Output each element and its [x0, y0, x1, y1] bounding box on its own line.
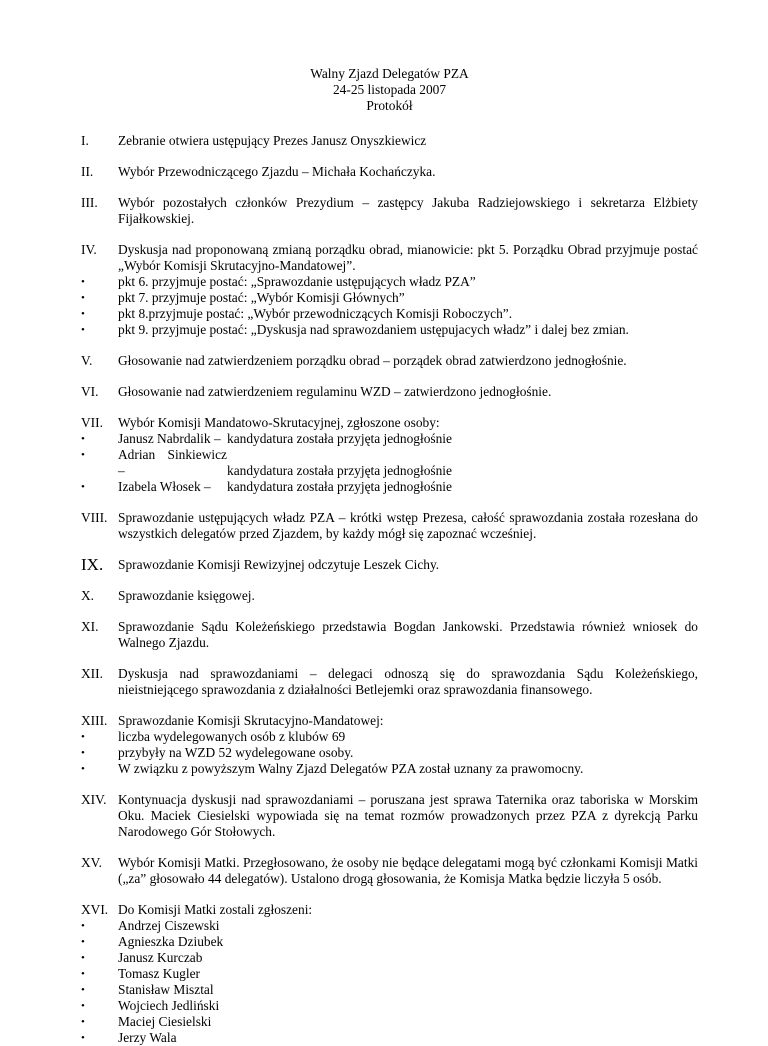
- list-item: • liczba wydelegowanych osób z klubów 69: [81, 729, 698, 745]
- item-number: VII.: [81, 415, 103, 430]
- item-number: X.: [81, 588, 95, 603]
- document-type: Protokół: [366, 98, 413, 113]
- item-8: [81, 510, 698, 542]
- candidate-result: kandydatura została przyjęta jednogłośnie: [227, 479, 452, 494]
- list-item: • Wojciech Jedliński: [81, 998, 698, 1014]
- item-text: Dyskusja nad proponowaną zmianą porządku obrad, mianowicie: pkt 5. Porządku Obrad przyjmuje postać „Wybór Komisji Skrutacyjno-Mandatowej”.: [118, 242, 698, 273]
- item-9: [81, 557, 698, 573]
- item-text: Wybór Komisji Matki. Przegłosowano, że osoby nie będące delegatami mogą być członkami Komisji Matki („za” głosowało 44 delegatów). Ustalono drogą głosowania, że Komisja Matka będzie liczyła 5 osób.: [118, 855, 698, 886]
- item-number: II.: [81, 164, 94, 179]
- item-13: [81, 713, 698, 777]
- item-15: [81, 855, 698, 887]
- item-text: Do Komisji Matki zostali zgłoszeni:: [118, 902, 313, 917]
- agenda-changes-list: [81, 274, 698, 338]
- item-text: Wybór Komisji Mandatowo-Skrutacyjnej, zgłoszone osoby:: [118, 415, 440, 430]
- item-16: [81, 902, 698, 1046]
- item-text: Głosowanie nad zatwierdzeniem porządku obrad – porządek obrad zatwierdzono jednogłośnie.: [118, 353, 627, 368]
- item-text: Sprawozdanie Komisji Rewizyjnej odczytuje Leszek Cichy.: [118, 557, 440, 572]
- list-item: • Stanisław Misztal: [81, 982, 698, 998]
- item-number: XI.: [81, 619, 99, 634]
- item-text: Głosowanie nad zatwierdzeniem regulaminu WZD – zatwierdzono jednogłośnie.: [118, 384, 552, 399]
- candidate-result: kandydatura została przyjęta jednogłośnie: [227, 431, 452, 446]
- list-item: • Tomasz Kugler: [81, 966, 698, 982]
- item-7: [81, 415, 698, 495]
- meeting-dates: 24-25 listopada 2007: [332, 82, 447, 97]
- candidate-name: Izabela Włosek –: [118, 479, 211, 494]
- item-number: IX.: [81, 555, 104, 574]
- candidate-name: Janusz Nabrdalik –: [118, 431, 221, 446]
- item-number: XVI.: [81, 902, 109, 917]
- item-text: Sprawozdanie księgowej.: [118, 588, 255, 603]
- list-item: • pkt 8.przyjmuje postać: „Wybór przewodniczących Komisji Roboczych”.: [81, 306, 698, 322]
- item-2: [81, 164, 698, 180]
- list-item: • pkt 7. przyjmuje postać: „Wybór Komisji Głównych”: [81, 290, 698, 306]
- candidate-name: Adrian Sinkiewicz –: [118, 447, 227, 478]
- list-item: • przybyły na WZD 52 wydelegowane osoby.: [81, 745, 698, 761]
- candidates-list: [81, 431, 698, 495]
- list-item: • Jerzy Wala: [81, 1030, 698, 1046]
- list-item: • pkt 6. przyjmuje postać: „Sprawozdanie ustępujących władz PZA”: [81, 274, 698, 290]
- item-text: Zebranie otwiera ustępujący Prezes Janusz Onyszkiewicz: [118, 133, 427, 148]
- item-3: [81, 195, 698, 227]
- mandate-report-list: [81, 729, 698, 777]
- meeting-title: Walny Zjazd Delegatów PZA: [310, 66, 469, 81]
- commission-nominees-list: [81, 918, 698, 1046]
- list-item: • pkt 9. przyjmuje postać: „Dyskusja nad sprawozdaniem ustępujacych władz” i dalej bez zmian.: [81, 322, 698, 338]
- item-text: Dyskusja nad sprawozdaniami – delegaci odnoszą się do sprawozdania Sądu Koleżeńskiego, nieistniejącego sprawozdania z działalności Betlejemki oraz sprawozdania finansowego.: [118, 666, 698, 697]
- list-item: [81, 447, 698, 479]
- item-text: Sprawozdanie Sądu Koleżeńskiego przedstawia Bogdan Jankowski. Przedstawia również wniosek do Walnego Zjazdu.: [118, 619, 698, 650]
- item-14: [81, 792, 698, 840]
- list-item: • Maciej Ciesielski: [81, 1014, 698, 1030]
- item-4: [81, 242, 698, 338]
- item-1: [81, 133, 698, 149]
- item-text: Wybór pozostałych członków Prezydium – zastępcy Jakuba Radziejowskiego i sekretarza Elżbiety Fijałkowskiej.: [118, 195, 698, 226]
- list-item: [81, 479, 698, 495]
- item-6: [81, 384, 698, 400]
- item-12: [81, 666, 698, 698]
- document-header: [81, 66, 698, 114]
- item-5: [81, 353, 698, 369]
- list-item: [81, 431, 698, 447]
- item-text: Sprawozdanie ustępujących władz PZA – krótki wstęp Prezesa, całość sprawozdania została rozesłana do wszystkich delegatów przed Zjazdem, by każdy mógł się zapoznać wcześniej.: [118, 510, 698, 541]
- item-number: XIII.: [81, 713, 108, 728]
- item-number: VIII.: [81, 510, 108, 525]
- list-item: • Andrzej Ciszewski: [81, 918, 698, 934]
- list-item: • Agnieszka Dziubek: [81, 934, 698, 950]
- item-text: Sprawozdanie Komisji Skrutacyjno-Mandatowej:: [118, 713, 384, 728]
- item-number: III.: [81, 195, 98, 210]
- item-number: XV.: [81, 855, 102, 870]
- item-number: XIV.: [81, 792, 107, 807]
- item-11: [81, 619, 698, 651]
- list-item: • W związku z powyższym Walny Zjazd Delegatów PZA został uznany za prawomocny.: [81, 761, 698, 777]
- item-text: Wybór Przewodniczącego Zjazdu – Michała Kochańczyka.: [118, 164, 436, 179]
- item-number: V.: [81, 353, 93, 368]
- item-number: IV.: [81, 242, 97, 257]
- candidate-result: kandydatura została przyjęta jednogłośnie: [227, 463, 452, 478]
- item-10: [81, 588, 698, 604]
- item-number: VI.: [81, 384, 99, 399]
- list-item: • Janusz Kurczab: [81, 950, 698, 966]
- item-text: Kontynuacja dyskusji nad sprawozdaniami – poruszana jest sprawa Taternika oraz taboriska w Morskim Oku. Maciek Ciesielski wypowiada się na temat rozmów prowadzonych przez PZA z dyrekcją Parku Narodowego Gór Stołowych.: [118, 792, 698, 839]
- item-number: I.: [81, 133, 89, 148]
- item-number: XII.: [81, 666, 103, 681]
